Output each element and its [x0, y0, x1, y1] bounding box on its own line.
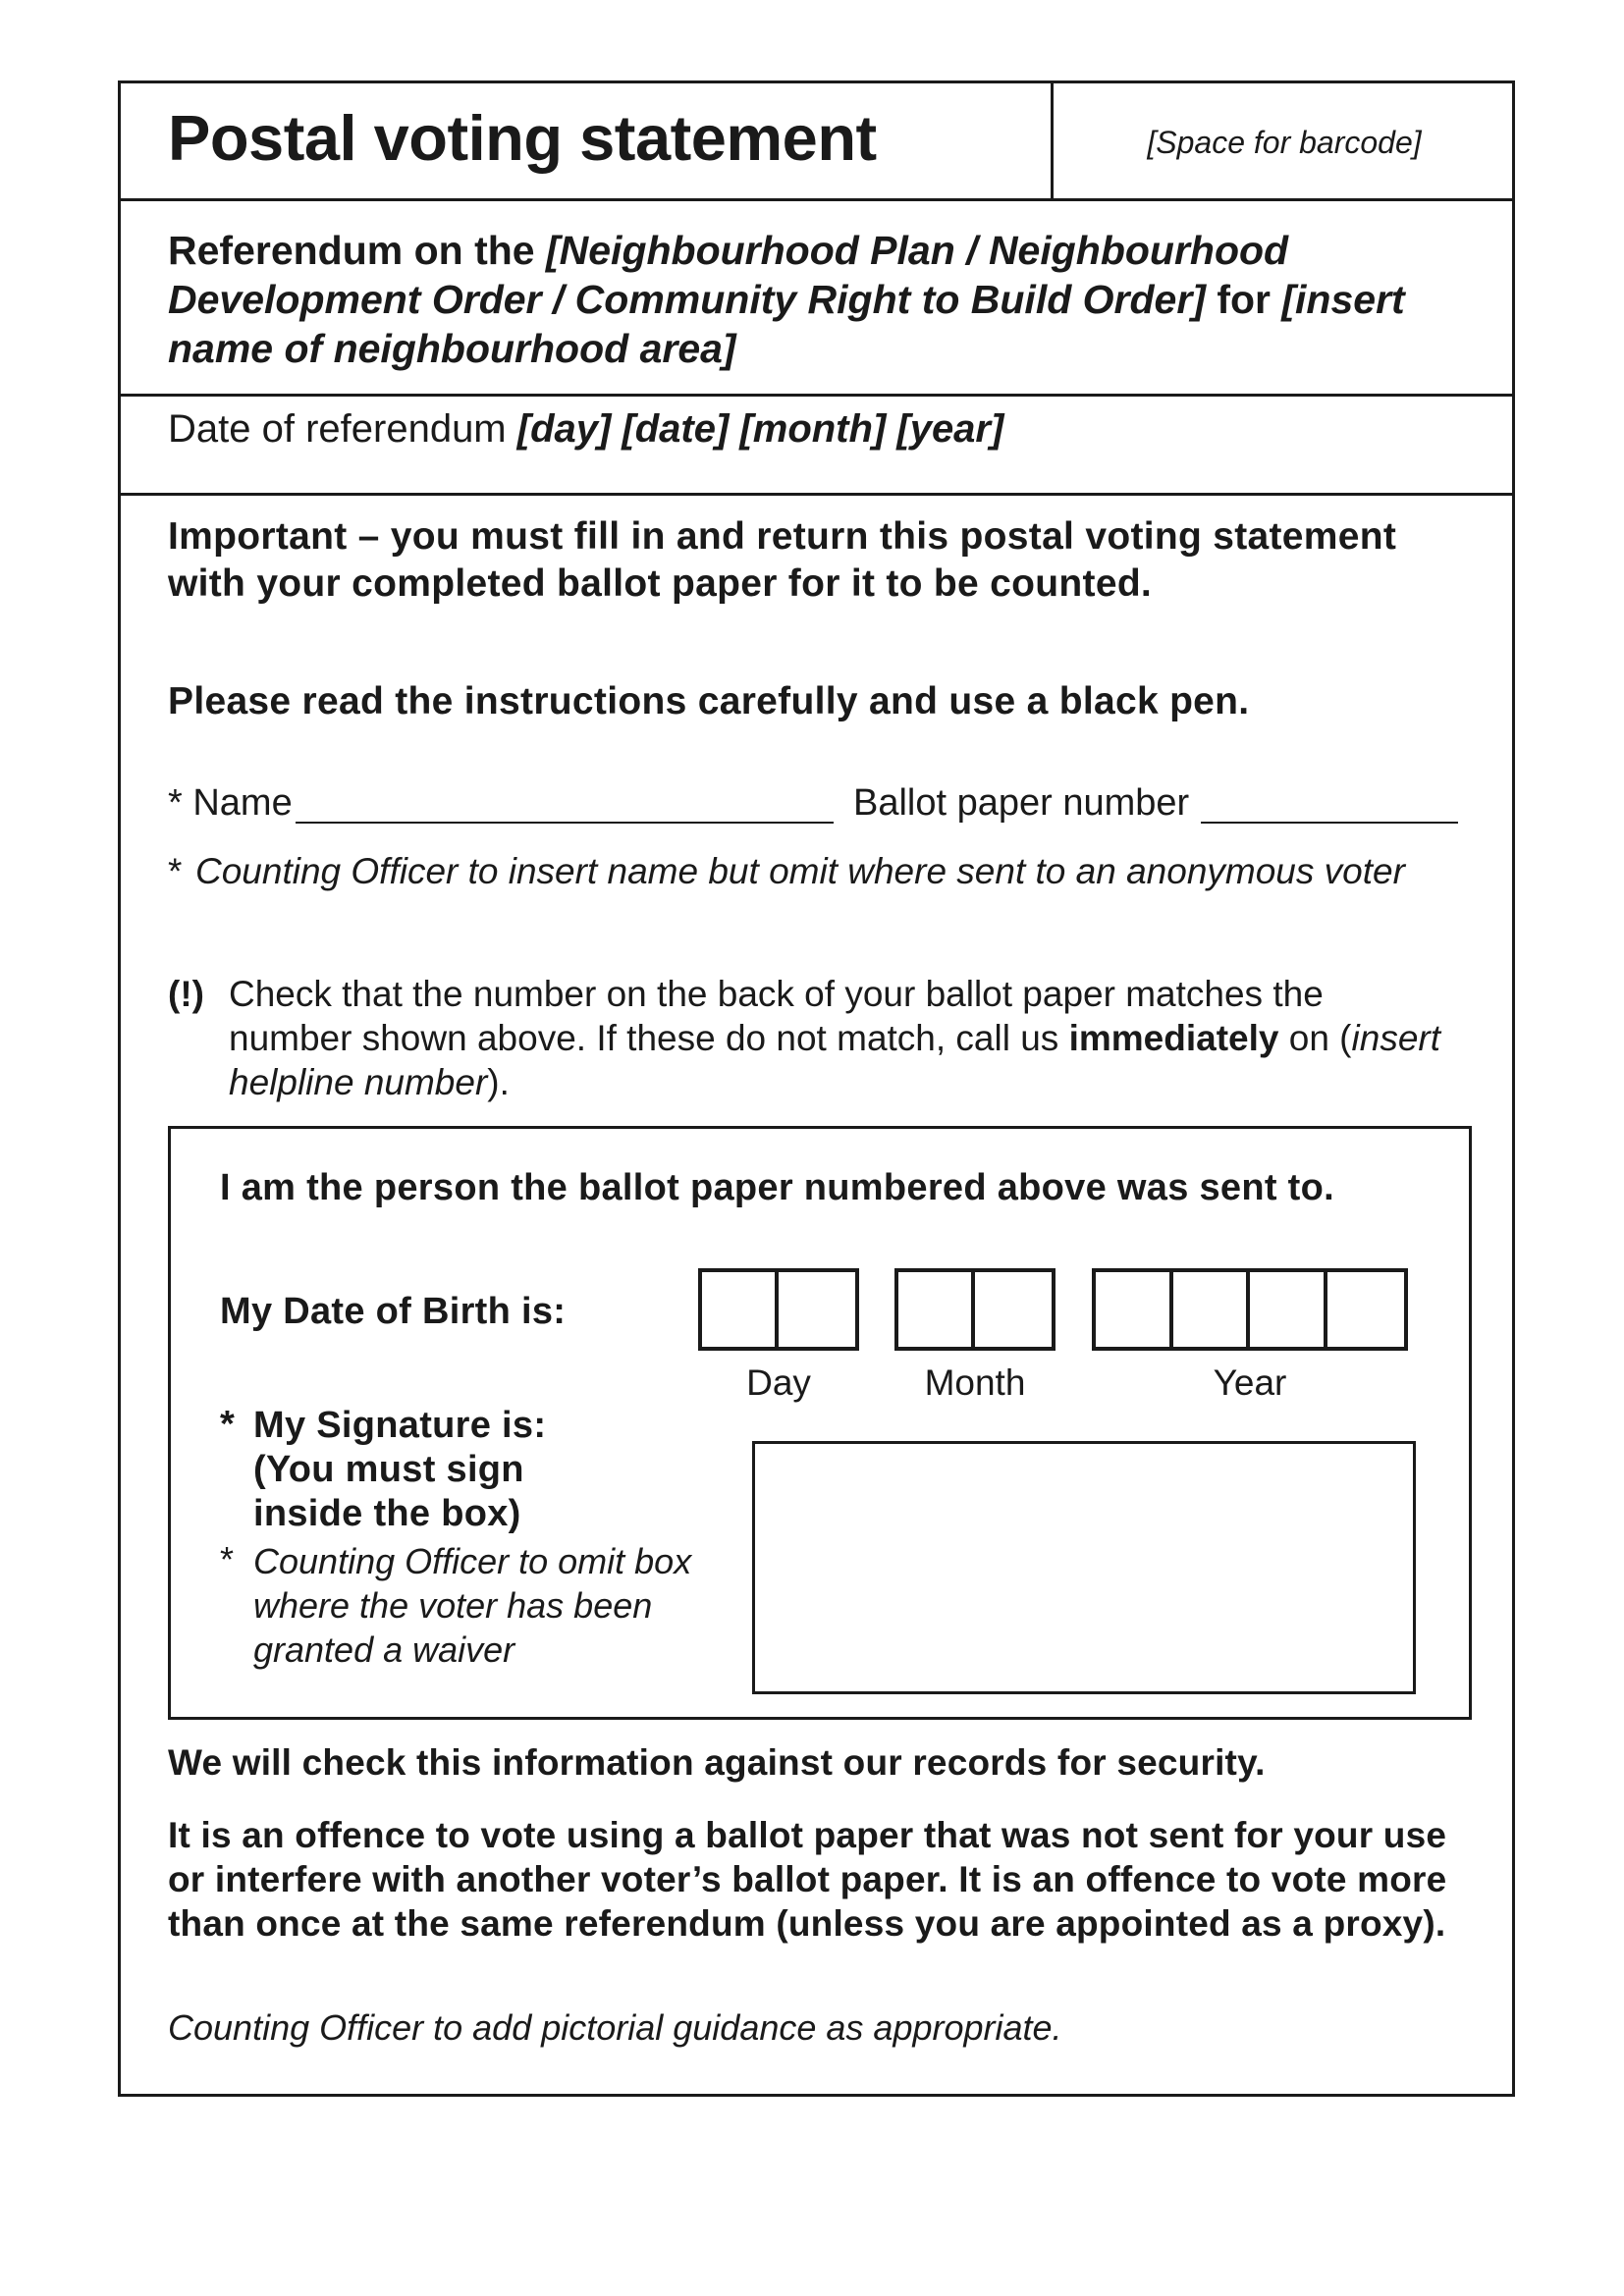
referendum-for: for — [1205, 277, 1282, 322]
helpline-placeholder: insert helpline number — [229, 1018, 1440, 1102]
referendum-date — [168, 407, 1003, 452]
dob-year-boxes — [1092, 1268, 1408, 1351]
dob-year-digit[interactable] — [1096, 1272, 1173, 1347]
omit-waiver-note: Counting Officer to omit box where the voter has been granted a waiver — [253, 1541, 692, 1670]
month-label: Month — [924, 1362, 1026, 1403]
declaration-statement: I am the person the ballot paper numbered above was sent to. — [220, 1167, 1335, 1208]
check-text-start: Check that the number on the back of your ballot paper matches the number shown above. If these do not match, call us — [229, 974, 1324, 1058]
check-text-end: ). — [487, 1062, 510, 1102]
date-label: Date of referendum — [168, 407, 517, 451]
referendum-prefix: Referendum on the — [168, 228, 546, 273]
important-notice: Important – you must fill in and return this postal voting statement with your completed ballot paper for it to be counted. — [168, 515, 1397, 605]
name-field[interactable] — [296, 822, 834, 824]
check-text-emphasis: immediately — [1068, 1018, 1279, 1058]
dob-label: My Date of Birth is: — [220, 1291, 567, 1332]
dob-year-digit[interactable] — [1327, 1272, 1405, 1347]
ballot-number-field[interactable] — [1201, 822, 1458, 824]
counting-note-text: Counting Officer to insert name but omit where sent to an anonymous voter — [195, 851, 1405, 891]
asterisk: * — [220, 1539, 235, 1579]
read-instructions: Please read the instructions carefully and use a black pen. — [168, 680, 1250, 722]
dob-year-digit[interactable] — [1173, 1272, 1251, 1347]
declaration-box — [168, 1126, 1472, 1720]
divider-line — [121, 198, 1512, 201]
name-label: * Name — [168, 782, 293, 824]
dob-year-digit[interactable] — [1250, 1272, 1327, 1347]
barcode-placeholder: [Space for barcode] — [1147, 124, 1422, 160]
offence-warning: It is an offence to vote using a ballot paper that was not sent for your use or interfere with another voter’s ballot paper. It is an offence to vote more than once at the same referendum (unless you are appointed as a proxy). — [168, 1815, 1447, 1944]
form-title: Postal voting statement — [168, 102, 877, 174]
signature-label-line: My Signature is: — [253, 1405, 547, 1446]
dob-day-digit[interactable] — [779, 1272, 855, 1347]
security-check-text: We will check this information against our records for security. — [168, 1742, 1266, 1783]
dob-month-digit[interactable] — [975, 1272, 1052, 1347]
postal-voting-statement-form — [118, 80, 1515, 2097]
dob-day-digit[interactable] — [702, 1272, 779, 1347]
divider-line — [121, 493, 1512, 496]
signature-box[interactable] — [752, 1441, 1416, 1694]
divider-line — [121, 394, 1512, 397]
check-text-mid: on ( — [1278, 1018, 1352, 1058]
date-value: [day] [date] [month] [year] — [516, 407, 1004, 451]
referendum-area: [insert name of neighbourhood area] — [168, 277, 1405, 371]
pictorial-guidance-note: Counting Officer to add pictorial guidance as appropriate. — [168, 2007, 1062, 2048]
referendum-heading — [168, 226, 1464, 373]
referendum-options: [Neighbourhood Plan / Neighbourhood Development Order / Community Right to Build Order] — [168, 228, 1289, 322]
year-label: Year — [1213, 1362, 1287, 1403]
signature-label — [253, 1404, 546, 1536]
day-label: Day — [746, 1362, 811, 1403]
check-notice-text — [229, 972, 1456, 1104]
dob-day-boxes — [698, 1268, 859, 1351]
dob-month-boxes — [894, 1268, 1056, 1351]
dob-month-digit[interactable] — [898, 1272, 975, 1347]
ballot-number-label: Ballot paper number — [853, 782, 1190, 824]
warning-mark: (!) — [168, 974, 204, 1014]
signature-label-line: (You must sign — [253, 1449, 524, 1490]
signature-label-line: inside the box) — [253, 1493, 521, 1534]
asterisk: * — [168, 851, 183, 891]
asterisk: * — [220, 1404, 235, 1445]
